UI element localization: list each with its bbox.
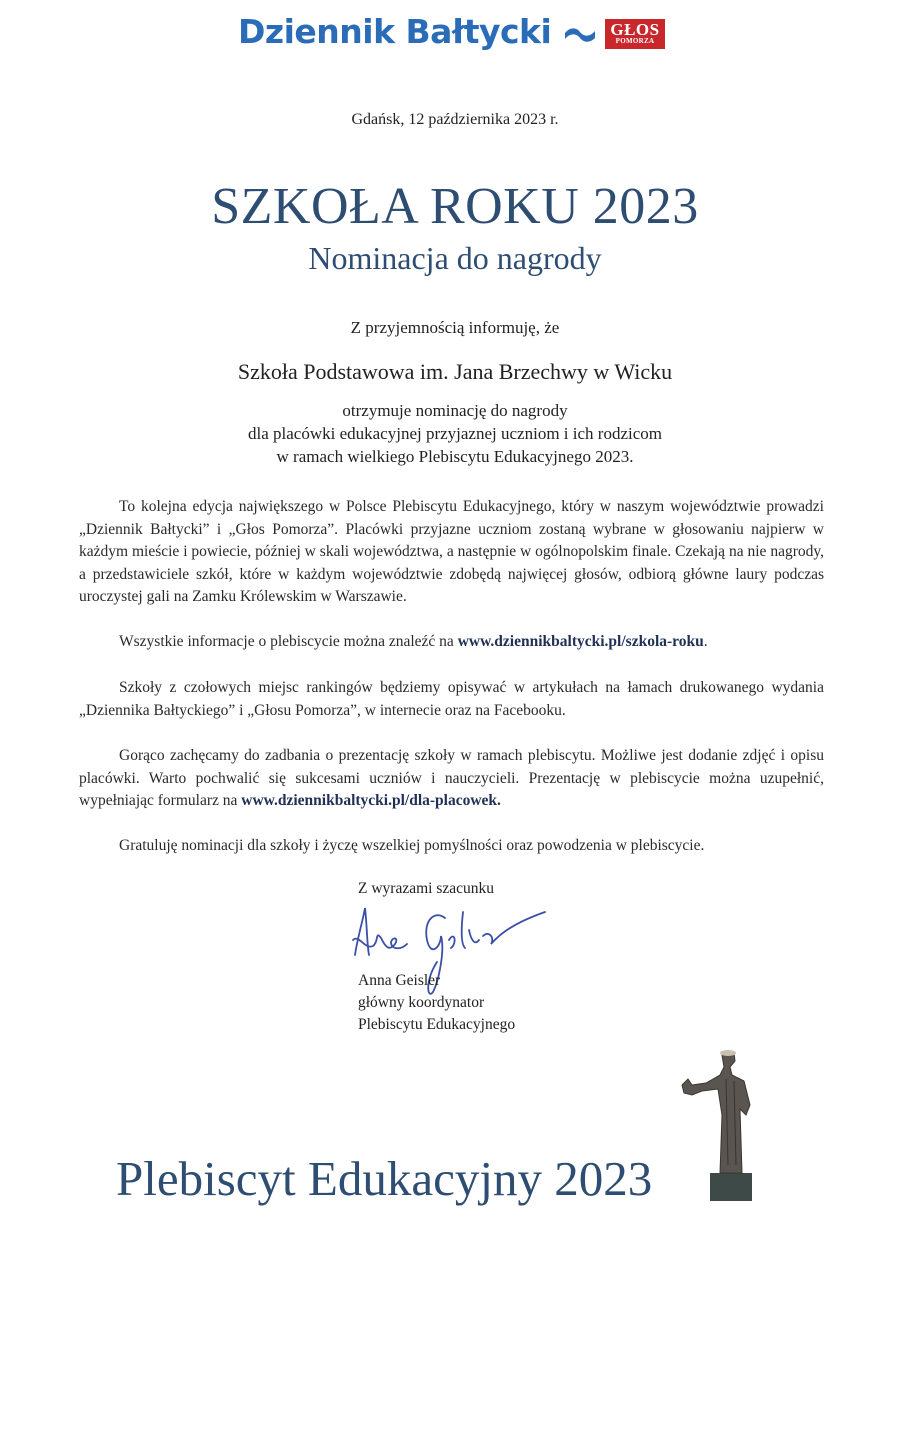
page-subtitle: Nominacja do nagrody	[308, 240, 602, 276]
paragraph-presentation	[79, 745, 824, 813]
paragraph-text: Gorąco zachęcamy do zadbania o prezentację szkoły w ramach plebiscytu. Możliwe jest dodanie zdjęć i opisu placówki. Warto pochwalić się sukcesami uczniów i nauczycieli. Prezentację w plebiscycie można uzupełnić, wypełniając formularz na	[79, 747, 824, 809]
nomination-line: w ramach wielkiego Plebiscytu Edukacyjnego 2023.	[276, 447, 634, 466]
paragraph-text: Gratuluję nominacji dla szkoły i życzę wszelkiej pomyślności oraz powodzenia w plebiscycie.	[119, 837, 705, 854]
signer-name: Anna Geisler	[358, 972, 441, 989]
paragraph-edition	[79, 496, 824, 609]
signer-org: Plebiscytu Edukacyjnego	[358, 1016, 516, 1033]
nomination-line: otrzymuje nominację do nagrody	[342, 401, 568, 420]
closing-text: Z wyrazami szacunku	[358, 880, 494, 897]
paragraph-text: To kolejna edycja największego w Polsce Plebiscytu Edukacyjnego, który w naszym województwie prowadzi „Dziennik Bałtycki” i „Głos Pomorza”. Placówki przyjazne uczniom zostaną wybrane w głosowaniu najpierw w każdym mieście i powiecie, później w skali województwa, a następnie w ogólnopolskim finale. Czekają na nie nagrody, a przedstawiciele szkół, które w każdym województwie zdobędą najwięcej głosów, odbiorą główne laury podczas uroczystej gali na Zamku Królewskim w Warszawie.	[79, 498, 824, 605]
paragraph-congratulations	[79, 835, 824, 858]
logo-line2: POMORZA	[615, 37, 655, 45]
letter-date: Gdańsk, 12 października 2023 r.	[351, 111, 559, 128]
paragraph-text: Szkoły z czołowych miejsc rankingów będziemy opisywać w artykułach na łamach drukowanego wydania „Dziennika Bałtyckiego” i „Głosu Pomorza”, w internecie oraz na Facebooku.	[79, 679, 824, 719]
signer-block	[358, 970, 515, 1036]
dziennik-baltycki-logo	[238, 12, 596, 51]
signer-role: główny koordynator	[358, 994, 485, 1011]
footer-title: Plebiscyt Edukacyjny 2023	[116, 1151, 653, 1206]
paragraph-text: Wszystkie informacje o plebiscycie można znaleźć na	[119, 633, 458, 650]
nomination-line: dla placówki edukacyjnej przyjaznej uczniom i ich rodzicom	[248, 424, 662, 443]
nomination-text	[0, 399, 910, 468]
statue-trophy-icon	[672, 1045, 772, 1205]
logo-text: Dziennik Bałtycki	[238, 12, 552, 51]
school-name: Szkoła Podstawowa im. Jana Brzechwy w Wicku	[237, 359, 673, 384]
page-title: SZKOŁA ROKU 2023	[211, 178, 699, 235]
dla-placowek-link[interactable]: www.dziennikbaltycki.pl/dla-placowek.	[241, 792, 501, 809]
logo-line1: GŁOS	[610, 20, 660, 39]
punctuation: .	[703, 633, 708, 650]
szkola-roku-link[interactable]: www.dziennikbaltycki.pl/szkola-roku	[457, 633, 704, 650]
wave-icon	[564, 25, 596, 43]
glos-pomorza-logo	[605, 19, 665, 49]
paragraph-info	[79, 631, 824, 654]
intro-text: Z przyjemnością informuję, że	[350, 318, 560, 337]
paragraph-rankings	[79, 677, 824, 722]
